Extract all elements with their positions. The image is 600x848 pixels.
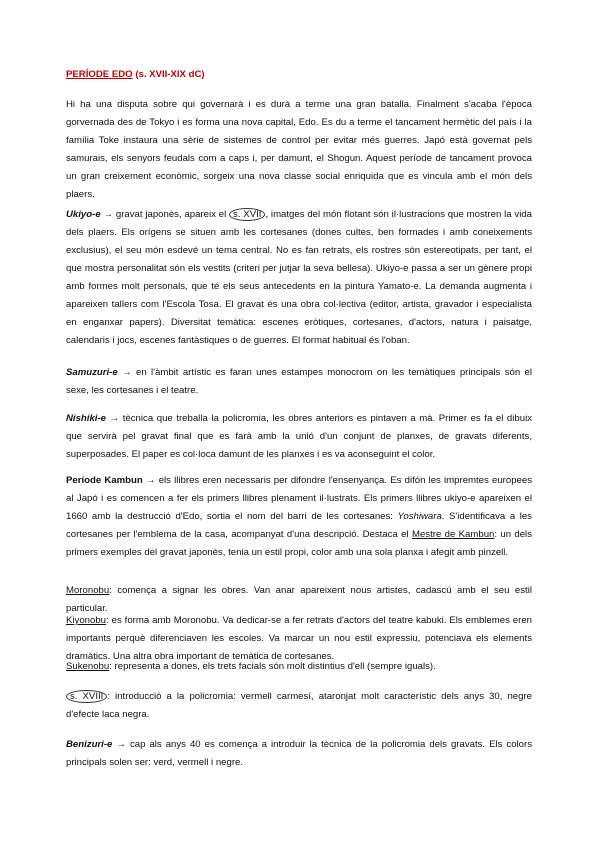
title-main: PERÍODE EDO xyxy=(66,69,133,80)
title-period: (s. XVII-XIX dC) xyxy=(135,69,205,80)
kambun-term: Període Kambun xyxy=(66,475,143,486)
sukenobu-name: Sukenobu xyxy=(66,661,110,672)
samuzuri-paragraph xyxy=(66,364,532,400)
mestre-kambun-term: Mestre de Kambun xyxy=(411,529,495,540)
ukiyoe-text-b: , imatges del món flotant són il·lustracions que mostren la vida dels plaers. Els orígens se situen amb les cortesanes (dones cultes, ben formades i amb coneixements exclusius), el seu món esdevé un tema central. No es fan retrats, els rostres són estereotipats, per tant, el que mostra personalitat són els vestits (criteri per jutjar la seva bellesa). Ukiyo-e passa a ser un gènere propi amb formes molt personals, que té els seus antecedents en la pintura Yamato-e. La demanda augmenta i apareixen tallers com l'Escola Tosa. El gravat és una obra col·lectiva (editor, artista, gravador i especialista en enganxar papers). Diversitat temàtica: escenes eròtiques, cortesanes, d'actors, natura i paisatge, calendaris i jocs, escenes fantàstiques o de guerres. El format habitual és l'oban. xyxy=(66,209,532,346)
yoshiwara-term: Yoshiwara xyxy=(397,511,442,522)
ukiyoe-circled-century: s. XVII xyxy=(229,208,265,221)
ukiyoe-paragraph xyxy=(66,206,532,350)
intro-paragraph: Hi ha una disputa sobre qui governarà i es durà a terme una gran batalla. Finalment s'acaba l'època gorvernada des de Tokyo i es forma una nova capital, Edo. Es du a terme el tancament hermètic del país i la família Toke instaura una sèrie de sistemes de control per evitar més guerres. Japó està governat pels samurais, els senyors feudals com a caps i, per damunt, el Shogun. Aquest període de tancament provoca un gran creixement econòmic, sorgeix una nova classe social enriquida que es vincula amb el món dels plaers. xyxy=(66,99,532,200)
kambun-text-b: . S'identificava a les cortesanes per l'emblema de la casa, acompanyat d'una descripció. Destaca el xyxy=(66,511,532,540)
kambun-text-c: : un dels primers exemples del gravat japonès, tenia un estil propi, color amb una sola planxa i afegit amb pinzell. xyxy=(66,529,532,558)
kambun-paragraph xyxy=(66,472,532,562)
nishiki-text: → tècnica que treballa la policromia, les obres anteriors es pintaven a mà. Primer es fa el dibuix que servirà pel gravat final que es farà amb la unió d'un conjunt de planxes, de gravats diferents, superposades. El paper es col·loca damunt de les planxes i es va aconseguint el color. xyxy=(66,413,532,460)
kiyonobu-text: : es forma amb Moronobu. Va dedicar-se a fer retrats d'actors del teatre kabuki. Els emblemes eren importants perquè diferenciaven les escoles. Va marcar un nou estil expressiu, potenciava els elements dramàtics. Una altra obra important de temàtica de cortesanes. xyxy=(66,615,532,662)
xviii-paragraph xyxy=(66,688,532,724)
sukenobu-paragraph xyxy=(66,658,532,676)
kiyonobu-name: Kiyonobu xyxy=(66,615,107,626)
page-title xyxy=(66,66,205,84)
ukiyoe-term: Ukiyo-e xyxy=(66,209,101,220)
benizuri-text: → cap als anys 40 es comença a introduir la tècnica de la policromia dels gravats. Els colors principals solen ser: verd, vermell i negre. xyxy=(66,739,532,768)
kambun-text-a: → els llibres eren necessaris per difondre l'ensenyança. Es difón les impremtes europees al Japó i es comencen a fer els primers llibres plenament il·lustrats. Els primers llibres ukiyo-e apareixen el 1660 amb la destrucció d'Edo, sortia el nom del barri de les cortesanes: xyxy=(66,475,532,522)
benizuri-term: Benizuri-e xyxy=(66,739,113,750)
sukenobu-text: : representa a dones, els trets facials són molt distintius d'ell (sempre iguals). xyxy=(109,661,436,672)
ukiyoe-text-a: → gravat japonès, apareix el xyxy=(100,209,230,220)
nishiki-paragraph xyxy=(66,410,532,464)
samuzuri-text: → en l'àmbit artístic es faran unes estampes monocrom on les temàtiques principals són el sexe, les cortesanes i el teatre. xyxy=(66,367,532,396)
xviii-text: : introducció a la policromia: vermell carmesí, ataronjat molt característic dels anys 30, negre d'efecte laca negra. xyxy=(66,691,532,720)
nishiki-term: Nishiki-e xyxy=(66,413,106,424)
moronobu-text: : comença a signar les obres. Van anar apareixent nous artistes, cadascú amb el seu estil particular. xyxy=(66,585,532,614)
samuzuri-term: Samuzuri-e xyxy=(66,367,118,378)
benizuri-paragraph xyxy=(66,736,532,772)
xviii-circled-century: s. XVIII xyxy=(66,690,107,703)
moronobu-name: Moronobu xyxy=(66,585,110,596)
